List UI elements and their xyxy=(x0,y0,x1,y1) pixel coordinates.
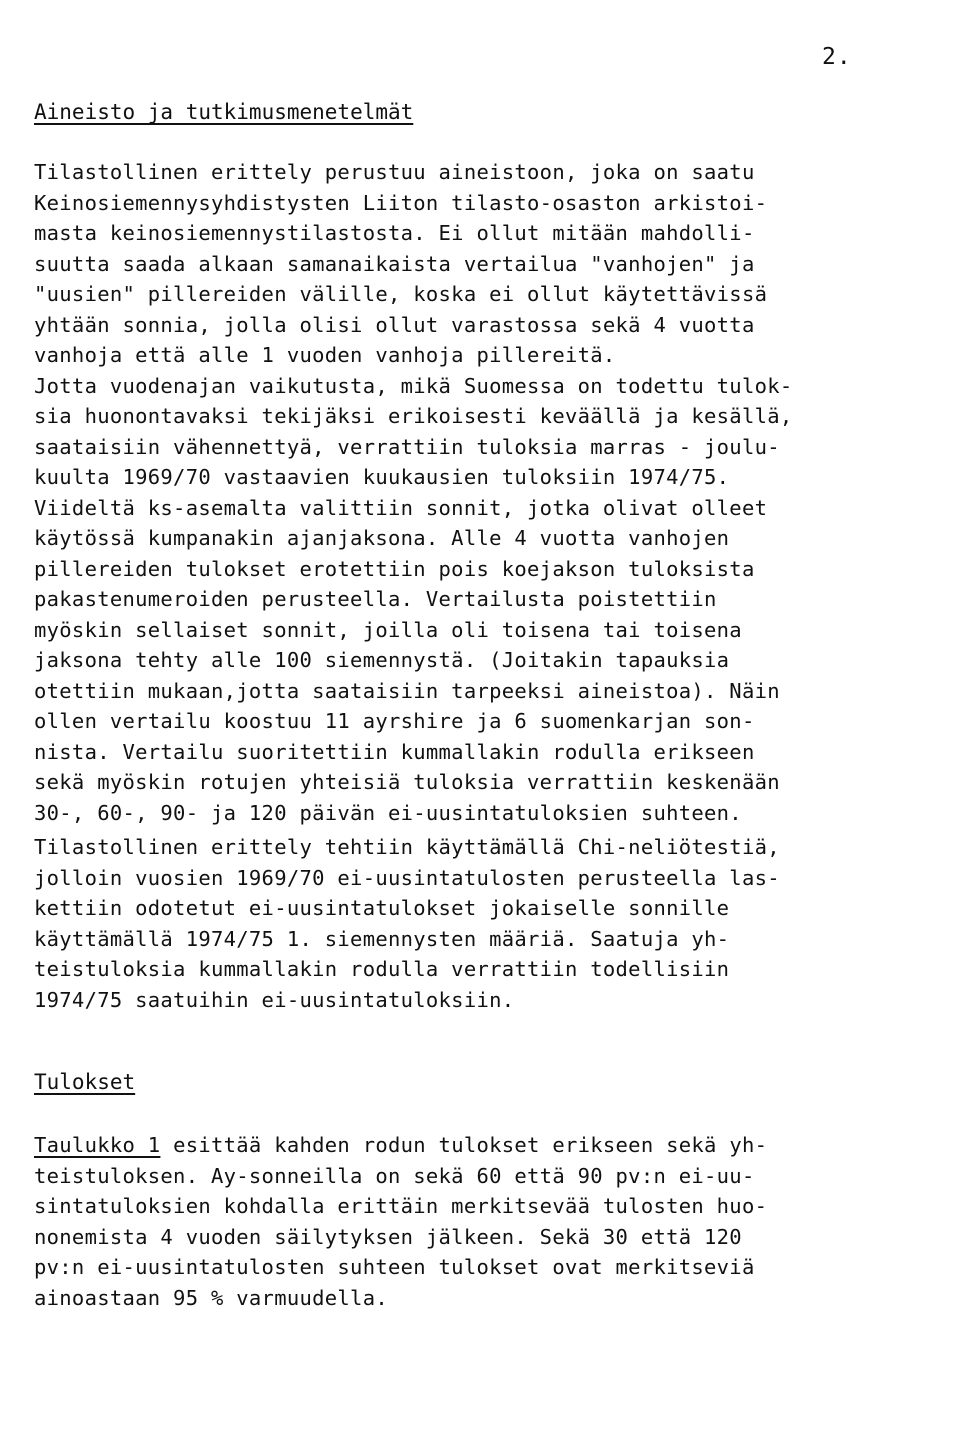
section-heading-results: Tulokset xyxy=(34,1070,136,1094)
paragraph-chi-square-method xyxy=(34,832,780,1015)
text-line: kettiin odotetut ei-uusintatulokset jokaiselle sonnille xyxy=(34,896,730,920)
paragraph-results xyxy=(34,1130,767,1313)
text-line: jolloin vuosien 1969/70 ei-uusintatulosten perusteella las- xyxy=(34,865,780,890)
text-line: saataisiin vähennettyä, verrattiin tuloksia marras - joulu- xyxy=(34,434,780,459)
text-line: kuulta 1969/70 vastaavien kuukausien tuloksiin 1974/75. xyxy=(34,465,730,489)
text-line: käyttämällä 1974/75 1. siemennysten määriä. Saatuja yh- xyxy=(34,926,730,951)
text-line: "uusien" pillereiden välille, koska ei ollut käytettävissä xyxy=(34,282,768,306)
text-line: 1974/75 saatuihin ei-uusintatuloksiin. xyxy=(34,987,515,1012)
text-line: pv:n ei-uusintatulosten suhteen tulokset ovat merkitseviä xyxy=(34,1255,755,1279)
text-line: käytössä kumpanakin ajanjaksona. Alle 4 vuotta vanhojen xyxy=(34,526,730,550)
text-line: Viideltä ks-asemalta valittiin sonnit, jotka olivat olleet xyxy=(34,495,768,520)
text-line: sia huonontavaksi tekijäksi erikoisesti keväällä ja kesällä, xyxy=(34,404,793,428)
text-line: Tilastollinen erittely perustuu aineistoon, joka on saatu xyxy=(34,160,755,184)
paragraph-statistical-basis xyxy=(34,157,793,828)
text-line: sintatuloksien kohdalla erittäin merkitsevää tulosten huo- xyxy=(34,1194,768,1218)
text-line: pakastenumeroiden perusteella. Vertailusta poistettiin xyxy=(34,587,717,611)
section-heading-materials-methods: Aineisto ja tutkimusmenetelmät xyxy=(34,100,414,124)
text-line: teistuloksen. Ay-sonneilla on sekä 60 että 90 pv:n ei-uu- xyxy=(34,1163,755,1188)
text-line: masta keinosiemennystilastosta. Ei ollut mitään mahdolli- xyxy=(34,221,755,245)
text-line: sekä myöskin rotujen yhteisiä tuloksia verrattiin keskenään xyxy=(34,770,780,794)
text-line: jaksona tehty alle 100 siemennystä. (Joitakin tapauksia xyxy=(34,648,730,672)
text-line: nista. Vertailu suoritettiin kummallakin rodulla erikseen xyxy=(34,739,755,764)
text-line: otettiin mukaan,jotta saataisiin tarpeeksi aineistoa). Näin xyxy=(34,678,780,703)
text-line: suutta saada alkaan samanaikaista vertailua "vanhojen" ja xyxy=(34,251,755,276)
text-line: myöskin sellaiset sonnit, joilla oli toisena tai toisena xyxy=(34,617,742,642)
text-fragment: esittää kahden rodun tulokset erikseen sekä yh- xyxy=(160,1133,768,1157)
text-line: 30-, 60-, 90- ja 120 päivän ei-uusintatuloksien suhteen. xyxy=(34,800,742,825)
text-line: pillereiden tulokset erotettiin pois koejakson tuloksista xyxy=(34,556,755,581)
text-line: yhtään sonnia, jolla olisi ollut varastossa sekä 4 vuotta xyxy=(34,312,755,337)
text-line: teistuloksia kummallakin rodulla verrattiin todellisiin xyxy=(34,957,730,981)
text-line: ainoastaan 95 % varmuudella. xyxy=(34,1285,388,1310)
text-line: Keinosiemennysyhdistysten Liiton tilasto-osaston arkistoi- xyxy=(34,190,768,215)
page-number: 2. xyxy=(822,44,852,70)
text-line: Jotta vuodenajan vaikutusta, mikä Suomessa on todettu tulok- xyxy=(34,373,793,398)
text-line: ollen vertailu koostuu 11 ayrshire ja 6 suomenkarjan son- xyxy=(34,709,755,733)
text-line: nonemista 4 vuoden säilytyksen jälkeen. Sekä 30 että 120 xyxy=(34,1224,742,1249)
table-reference: Taulukko 1 xyxy=(34,1133,161,1157)
text-line xyxy=(34,1130,767,1161)
text-line: Tilastollinen erittely tehtiin käyttämällä Chi-neliötestiä, xyxy=(34,835,780,859)
text-line: vanhoja että alle 1 vuoden vanhoja pillereitä. xyxy=(34,343,616,367)
